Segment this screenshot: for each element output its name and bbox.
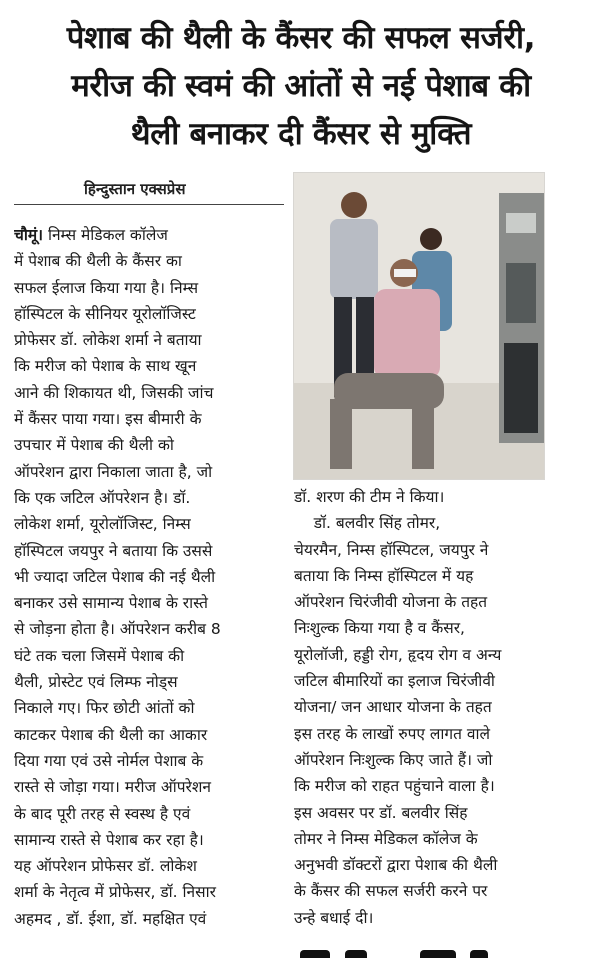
article-line: दिया गया एवं उसे नोर्मल पेशाब के bbox=[14, 751, 204, 770]
article-line: कि मरीज को राहत पहुंचाने वाला है। bbox=[294, 777, 495, 796]
article-text: निम्स मेडिकल कॉलेज bbox=[43, 226, 168, 244]
article-line: अहमद , डॉ. ईशा, डॉ. महक्षित एवं bbox=[14, 909, 207, 928]
article-line: शर्मा के नेतृत्व में प्रोफेसर, डॉ. निसार bbox=[14, 883, 216, 902]
article-line: के कैंसर की सफल सर्जरी करने पर bbox=[294, 882, 488, 901]
article-line: यूरोलॉजी, हड्डी रोग, हृदय रोग व अन्य bbox=[294, 645, 502, 664]
headline bbox=[0, 14, 602, 158]
article-line: सामान्य रास्ते से पेशाब कर रहा है। bbox=[14, 830, 204, 849]
article-line: ऑपरेशन चिरंजीवी योजना के तहत bbox=[294, 593, 488, 612]
article-line: अनुभवी डॉक्टरों द्वारा पेशाब की थैली bbox=[294, 856, 498, 875]
article-line: इस अवसर पर डॉ. बलवीर सिंह bbox=[294, 803, 468, 822]
article-line: प्रोफेसर डॉ. लोकेश शर्मा ने बताया bbox=[14, 331, 202, 350]
article-line: कि एक जटिल ऑपरेशन है। डॉ. bbox=[14, 488, 191, 507]
article-line: के बाद पूरी तरह से स्वस्थ है एवं bbox=[14, 804, 191, 823]
article-column-right bbox=[294, 484, 548, 931]
article-line: हॉस्पिटल के सीनियर यूरोलॉजिस्ट bbox=[14, 304, 196, 323]
article-line: लोकेश शर्मा, यूरोलॉजिस्ट, निम्स bbox=[14, 515, 191, 534]
article-line: आने की शिकायत थी, जिसकी जांच bbox=[14, 383, 214, 402]
article-line: तोमर ने निम्स मेडिकल कॉलेज के bbox=[294, 829, 478, 848]
article-line: बताया कि निम्स हॉस्पिटल में यह bbox=[294, 566, 474, 585]
article-line: योजना/ जन आधार योजना के तहत bbox=[294, 698, 492, 717]
article-line: काटकर पेशाब की थैली का आकार bbox=[14, 725, 208, 744]
news-photo bbox=[293, 172, 545, 480]
article-line: निःशुल्क किया गया है व कैंसर, bbox=[294, 619, 465, 638]
article-line: भी ज्यादा जटिल पेशाब की नई थैली bbox=[14, 567, 216, 586]
article-line: कि मरीज को पेशाब के साथ खून bbox=[14, 357, 197, 376]
article-line: डॉ. शरण की टीम ने किया। bbox=[294, 488, 445, 506]
article-line: यह ऑपरेशन प्रोफेसर डॉ. लोकेश bbox=[14, 857, 197, 876]
article-line: निकाले गए। फिर छोटी आंतों को bbox=[14, 699, 195, 718]
source-name: हिन्दुस्तान एक्सप्रेस bbox=[84, 180, 186, 198]
headline-line-3: थैली बनाकर दी कैंसर से मुक्ति bbox=[130, 116, 472, 152]
article-line: हॉस्पिटल जयपुर ने बताया कि उससे bbox=[14, 541, 213, 560]
article-line: सफल ईलाज किया गया है। निम्स bbox=[14, 278, 199, 297]
headline-line-2: मरीज की स्वमं की आंतों से नई पेशाब की bbox=[71, 68, 531, 104]
article-line: जटिल बीमारियों का इलाज चिरंजीवी bbox=[294, 672, 495, 691]
article-line: चेयरमैन, निम्स हॉस्पिटल, जयपुर ने bbox=[294, 540, 489, 559]
article-line bbox=[14, 222, 286, 248]
cropped-text-fragment bbox=[0, 948, 602, 958]
article-line: में पेशाब की थैली के कैंसर का bbox=[14, 252, 182, 271]
headline-line-1: पेशाब की थैली के कैंसर की सफल सर्जरी, bbox=[66, 20, 536, 56]
article-line: इस तरह के लाखों रुपए लागत वाले bbox=[294, 724, 491, 743]
source-byline bbox=[14, 176, 284, 205]
article-line: ऑपरेशन द्वारा निकाला जाता है, जो bbox=[14, 462, 213, 481]
article-line: ऑपरेशन निःशुल्क किए जाते हैं। जो bbox=[294, 750, 493, 769]
article-line: डॉ. बलवीर सिंह तोमर, bbox=[294, 514, 441, 533]
article-line: बनाकर उसे सामान्य पेशाब के रास्ते bbox=[14, 594, 208, 613]
article-line: उन्हे बधाई दी। bbox=[294, 908, 374, 927]
doctors-and-patient-photo bbox=[294, 173, 544, 479]
dateline: चौमूं। bbox=[14, 226, 44, 244]
article-line: से जोड़ना होता है। ऑपरेशन करीब 8 bbox=[14, 620, 221, 639]
article-line: उपचार में पेशाब की थैली को bbox=[14, 436, 174, 455]
article-line: में कैंसर पाया गया। इस बीमारी के bbox=[14, 410, 202, 429]
article-line: थैली, प्रोस्टेट एवं लिम्फ नोड्स bbox=[14, 673, 178, 692]
article-line: रास्ते से जोड़ा गया। मरीज ऑपरेशन bbox=[14, 778, 212, 797]
article-column-left bbox=[14, 222, 286, 932]
article-line: घंटे तक चला जिसमें पेशाब की bbox=[14, 646, 185, 665]
